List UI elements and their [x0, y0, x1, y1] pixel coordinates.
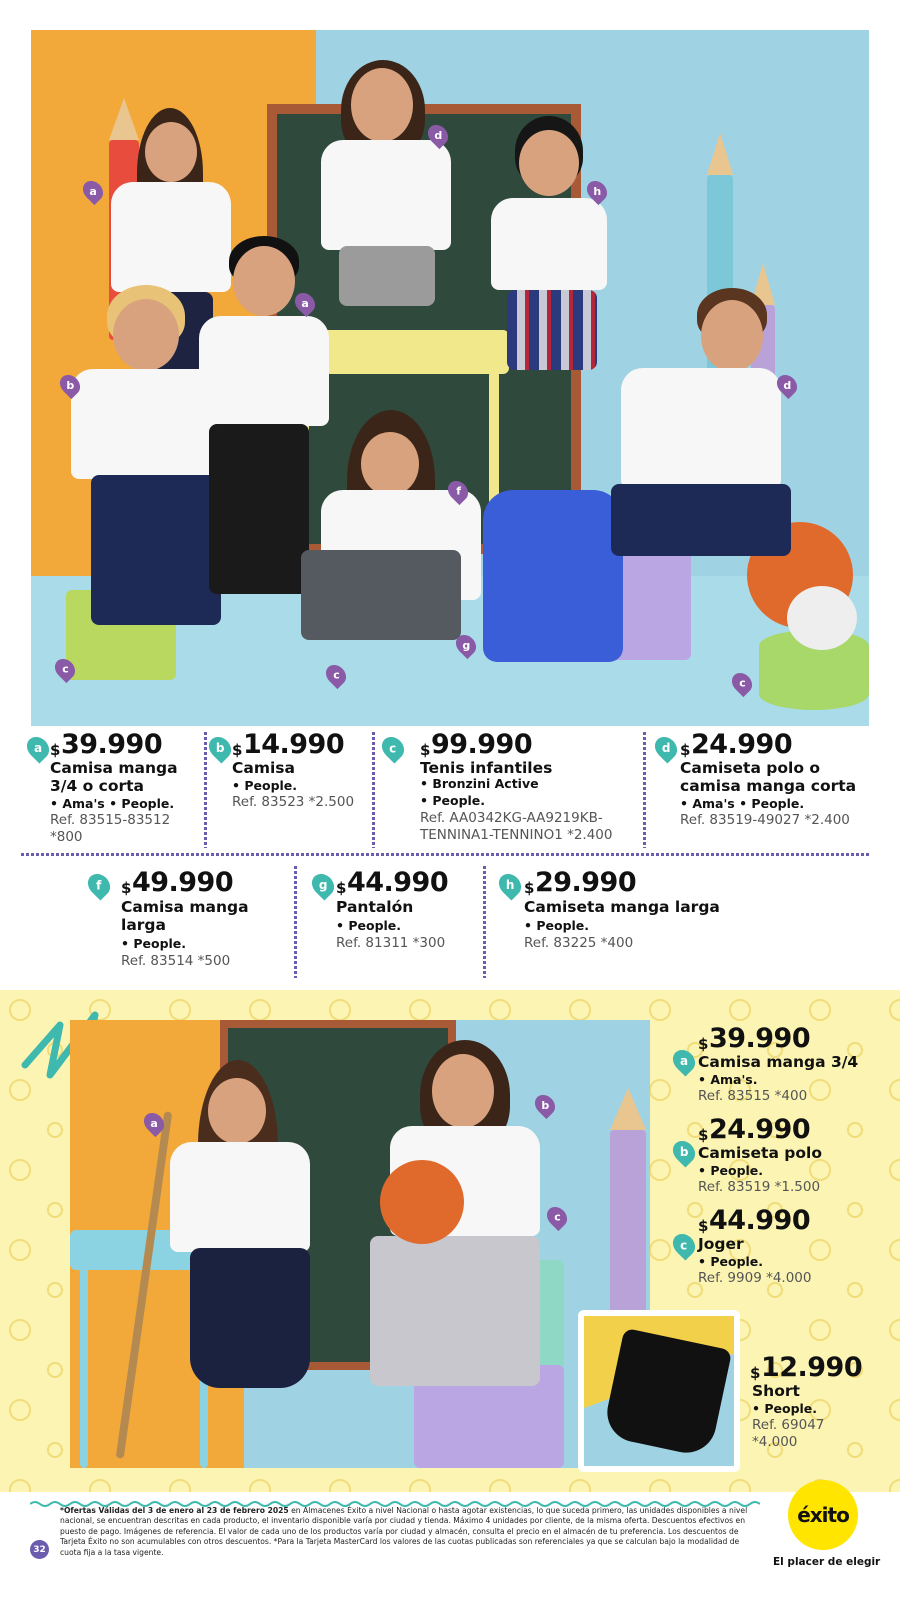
product-ref: Ref. 81311 *300: [336, 935, 446, 951]
product-brands: • Ama's • People.: [50, 796, 175, 811]
product-price: $14.990: [232, 729, 345, 760]
photo-marker: a: [79, 177, 107, 205]
product-ref: Ref. 83519-49027 *2.400: [680, 812, 850, 828]
page-number: 32: [30, 1540, 49, 1559]
product-brands: • Bronzini Active: [420, 776, 539, 791]
photo-marker: f: [444, 477, 472, 505]
product-ref: Ref. 83515 *400: [698, 1088, 808, 1104]
product-name: Camiseta manga larga: [524, 898, 720, 916]
legal-validity: *Ofertas Válidas del 3 de enero al 23 de febrero 2025: [60, 1506, 289, 1515]
photo-marker: c: [543, 1203, 571, 1231]
product-price: $44.990: [698, 1205, 811, 1236]
product-name: Camiseta polo: [698, 1144, 823, 1162]
kid-girl-skirt: [150, 1060, 320, 1468]
product-name: Camisa: [232, 759, 295, 777]
product-marker-a: a: [22, 732, 53, 763]
photo-marker: b: [531, 1091, 559, 1119]
photo-marker: a: [140, 1109, 168, 1137]
product-price: $24.990: [698, 1114, 811, 1145]
photo-marker: d: [773, 371, 801, 399]
kid-girl-skirt: [491, 116, 621, 516]
product-ref: Ref. 83225 *400: [524, 935, 634, 951]
kid-girl-curly: [360, 1040, 560, 1440]
product-marker-g: g: [307, 869, 338, 900]
product-name: Camisa manga larga: [121, 898, 249, 934]
brand-slogan: El placer de elegir: [773, 1556, 881, 1568]
product-brands: • People.: [420, 793, 486, 808]
product-name: Camisa manga 3/4: [698, 1053, 859, 1071]
product-price: $29.990: [524, 867, 637, 898]
photo-marker: c: [51, 655, 79, 683]
product-brands: • People.: [698, 1163, 764, 1178]
product-brands: • People.: [524, 918, 590, 933]
kid-boy-right: [611, 288, 801, 668]
legal-body: en Almacenes Éxito a nivel Nacional o hasta agotar existencias, lo que suceda primero, las unidades disponibles a nivel nacional, se encuentran descritas en cada producto, el inventario disponible varía por ciudad y tienda. Máximo 4 unidades por cliente, de la misma oferta. Descuentos efectivos en puesto de pago. Imágenes de referencia. El valor de cada uno de los productos varía por ciudad y almacén, consulta el precio en el almacén de tu preferencia. Los descuentos de Tarjeta Éxito no son acumulables con otros descuentos. *Para la Tarjeta MasterCard los valores de las cuotas publicadas son referenciales ya que se calculan bajo la modalidad de cuota fija a la tasa vigente.: [60, 1506, 748, 1557]
product-brands: • People.: [232, 778, 298, 793]
divider: [204, 732, 207, 848]
short-name: Short: [752, 1382, 800, 1400]
product-brands: • People.: [121, 936, 187, 951]
photo-marker: h: [583, 177, 611, 205]
photo-marker: b: [56, 371, 84, 399]
product-name: Tenis infantiles: [420, 759, 553, 777]
photo-marker: c: [322, 661, 350, 689]
product-price: $99.990: [420, 729, 533, 760]
row-divider: [21, 853, 871, 856]
product-ref: Ref. 83514 *500: [121, 953, 231, 969]
product-price: $24.990: [680, 729, 793, 760]
product-name: Camisa manga 3/4 o corta: [50, 759, 178, 795]
product-marker-h: h: [494, 869, 525, 900]
product-marker-b: b: [668, 1136, 699, 1167]
divider: [372, 732, 375, 848]
product-name: Camiseta polo o camisa manga corta: [680, 759, 857, 795]
divider: [643, 732, 646, 848]
short-ref: Ref. 69047 *4.000: [752, 1417, 825, 1450]
product-marker-b: b: [204, 732, 235, 763]
short-brands: • People.: [752, 1401, 818, 1416]
photo-marker: a: [291, 289, 319, 317]
short-product-photo: [578, 1310, 740, 1472]
product-name: Pantalón: [336, 898, 414, 916]
product-marker-a: a: [668, 1045, 699, 1076]
divider: [294, 866, 297, 978]
black-short: [602, 1328, 732, 1458]
kid-girl-curly: [321, 60, 461, 340]
product-price: $49.990: [121, 867, 234, 898]
product-price: $44.990: [336, 867, 449, 898]
product-ref: Ref. 83519 *1.500: [698, 1179, 821, 1195]
logo-text: éxito: [797, 1503, 849, 1527]
product-brands: • Ama's.: [698, 1072, 758, 1087]
product-ref: Ref. 83523 *2.500: [232, 794, 355, 810]
product-brands: • Ama's • People.: [680, 796, 805, 811]
divider: [483, 866, 486, 978]
short-price: $12.990: [750, 1352, 863, 1383]
product-brands: • People.: [698, 1254, 764, 1269]
product-name: Joger: [698, 1235, 744, 1253]
photo-marker: c: [728, 669, 756, 697]
hero-photo: [31, 30, 869, 726]
second-photo: [70, 1020, 650, 1468]
product-ref: Ref. 9909 *4.000: [698, 1270, 812, 1286]
basketball: [380, 1160, 464, 1244]
photo-marker: g: [452, 631, 480, 659]
product-ref: Ref. 83515-83512 *800: [50, 812, 171, 845]
product-marker-c: c: [668, 1229, 699, 1260]
exito-logo: [788, 1480, 858, 1550]
product-price: $39.990: [698, 1023, 811, 1054]
product-marker-d: d: [650, 732, 681, 763]
photo-marker: d: [424, 121, 452, 149]
product-marker-c: c: [377, 732, 408, 763]
product-ref: Ref. AA0342KG-AA9219KB-TENNINA1-TENNINO1 *2.400: [420, 810, 613, 843]
legal-disclaimer: [60, 1506, 760, 1558]
product-marker-f: f: [83, 869, 114, 900]
product-price: $39.990: [50, 729, 163, 760]
desk-leg: [80, 1268, 88, 1468]
product-brands: • People.: [336, 918, 402, 933]
